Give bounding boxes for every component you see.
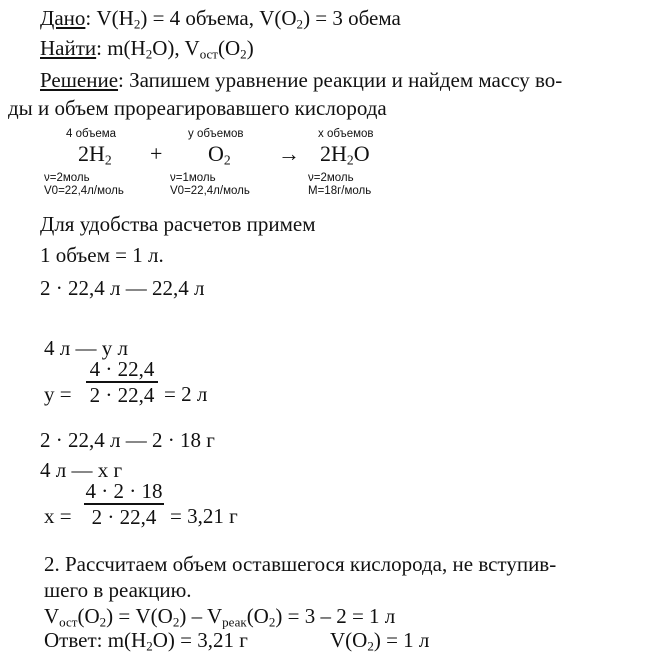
o2-molar-volume: V0=22,4л/моль: [170, 185, 250, 197]
find-label: Найти: [40, 36, 97, 60]
x-result: = 3,21 г: [170, 504, 238, 528]
remaining-oxygen-formula: $V_{ост}(O_2) = V(O_2) - V_{реак}(O_2) = 3 - 2 = 1$ л: [44, 604, 396, 630]
o2-moles: ν=1моль: [170, 172, 216, 184]
find-line: Найти: $m(H_2O)$, $V_{ост}(O_2)$: [40, 36, 254, 62]
calc-line-3: 2 · 22,4 л — 22,4 л: [40, 276, 205, 300]
answer-oxygen: $V(O_2) = 1$ л: [330, 628, 430, 654]
x-numerator: 4 · 2 · 18: [85, 479, 163, 503]
y-label: у =: [44, 382, 72, 406]
plus-sign: +: [150, 141, 163, 166]
calc-line-6: 4 л — х г: [40, 458, 123, 482]
formula-h2o: $2H_2O$: [320, 141, 370, 168]
over-h2o: x объемов: [318, 128, 374, 140]
y-denominator: 2 · 22,4: [89, 383, 155, 407]
x-denominator: 2 · 22,4: [91, 505, 157, 529]
h2o-moles: ν=2моль: [308, 172, 354, 184]
formula-o2: $O_2$: [208, 141, 231, 168]
x-fraction: [84, 480, 164, 528]
h2-molar-volume: V0=22,4л/моль: [44, 185, 124, 197]
step2-line-2: шего в реакцию.: [44, 578, 192, 602]
reaction-arrow: →: [278, 141, 300, 166]
h2o-molar-mass: M=18г/моль: [308, 185, 372, 197]
answer-line: Ответ: $m(H_2O) = 3,21$ г: [44, 628, 248, 654]
given-label: Дано: [40, 6, 86, 30]
solution-line: Решение: Запишем уравнение реакции и найдем массу во-: [40, 68, 563, 92]
solution-label: Решение: [40, 68, 119, 92]
y-fraction: [86, 358, 158, 406]
x-label: х =: [44, 504, 72, 528]
calc-line-4: 4 л — у л: [44, 336, 128, 360]
over-o2: y объемов: [188, 128, 244, 140]
calc-line-2: 1 объем = 1 л.: [40, 243, 164, 267]
calc-line-1: Для удобства расчетов примем: [40, 212, 316, 236]
given-line: Дано: $V(H_2) = 4$ объема, $V(O_2) = 3$ обема: [40, 6, 401, 32]
solution-line-2: ды и объем прореагировавшего кислорода: [8, 96, 387, 120]
formula-h2: $2H_2$: [78, 141, 112, 168]
y-result: = 2 л: [164, 382, 208, 406]
over-h2: 4 объема: [66, 128, 117, 140]
step2-line-1: 2. Рассчитаем объем оставшегося кислорода, не вступив-: [44, 552, 557, 576]
y-numerator: 4 · 22,4: [89, 357, 155, 381]
h2-moles: ν=2моль: [44, 172, 90, 184]
calc-line-5: 2 · 22,4 л — 2 · 18 г: [40, 428, 215, 452]
